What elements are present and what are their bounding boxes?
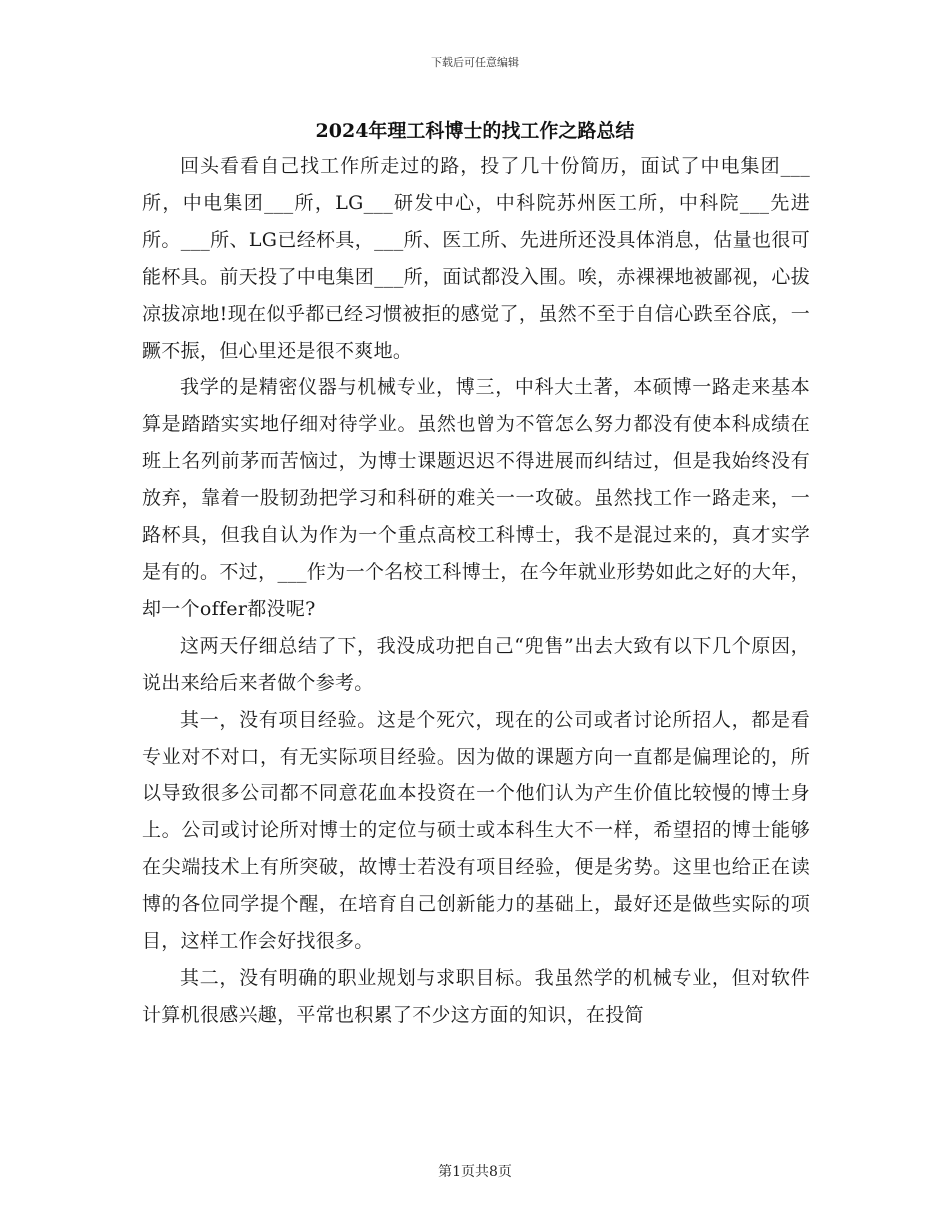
- download-note: 下载后可任意编辑: [431, 56, 519, 69]
- page-number: 第1页共8页: [438, 1164, 512, 1180]
- paragraph-2: 我学的是精密仪器与机械专业，博三，中科大土著，本硕博一路走来基本算是踏踏实实地仔细对待学业。虽然也曾为不管怎么努力都没有使本科成绩在班上名列前茅而苦恼过，为博士课题迟迟不得进展而纠结过，但是我始终没有放弃，靠着一股韧劲把学习和科研的难关一一攻破。虽然找工作一路走来，一路杯具，但我自认为作为一个重点高校工科博士，我不是混过来的，真才实学是有的。不过，___作为一个名校工科博士，在今年就业形势如此之好的大年，却一个offer都没呢?: [142, 376, 810, 620]
- paragraph-4: 其一，没有项目经验。这是个死穴，现在的公司或者讨论所招人，都是看专业对不对口，有无实际项目经验。因为做的课题方向一直都是偏理论的，所以导致很多公司都不同意花血本投资在一个他们认为产生价值比较慢的博士身上。公司或讨论所对博士的定位与硕士或本科生大不一样，希望招的博士能够在尖端技术上有所突破，故博士若没有项目经验，便是劣势。这里也给正在读博的各位同学提个醒，在培育自己创新能力的基础上，最好还是做些实际的项目，这样工作会好找很多。: [142, 708, 810, 953]
- document-title: 2024年理工科博士的找工作之路总结: [315, 120, 635, 142]
- paragraph-5: 其二，没有明确的职业规划与求职目标。我虽然学的机械专业，但对软件计算机很感兴趣，平常也积累了不少这方面的知识，在投简: [142, 966, 810, 1026]
- paragraph-1: 回头看看自己找工作所走过的路，投了几十份简历，面试了中电集团___所，中电集团___所，LG___研发中心，中科院苏州医工所，中科院___先进所。___所、LG已经杯具，___所、医工所、先进所还没具体消息，估量也很可能杯具。前天投了中电集团___所，面试都没入围。唉，赤裸裸地被鄙视，心拔凉拔凉地!现在似乎都已经习惯被拒的感觉了，虽然不至于自信心跌至谷底，一蹶不振，但心里还是很不爽地。: [142, 155, 810, 362]
- paragraph-3: 这两天仔细总结了下，我没成功把自己“兜售”出去大致有以下几个原因，说出来给后来者做个参考。: [142, 634, 810, 694]
- document-body: [142, 148, 810, 1034]
